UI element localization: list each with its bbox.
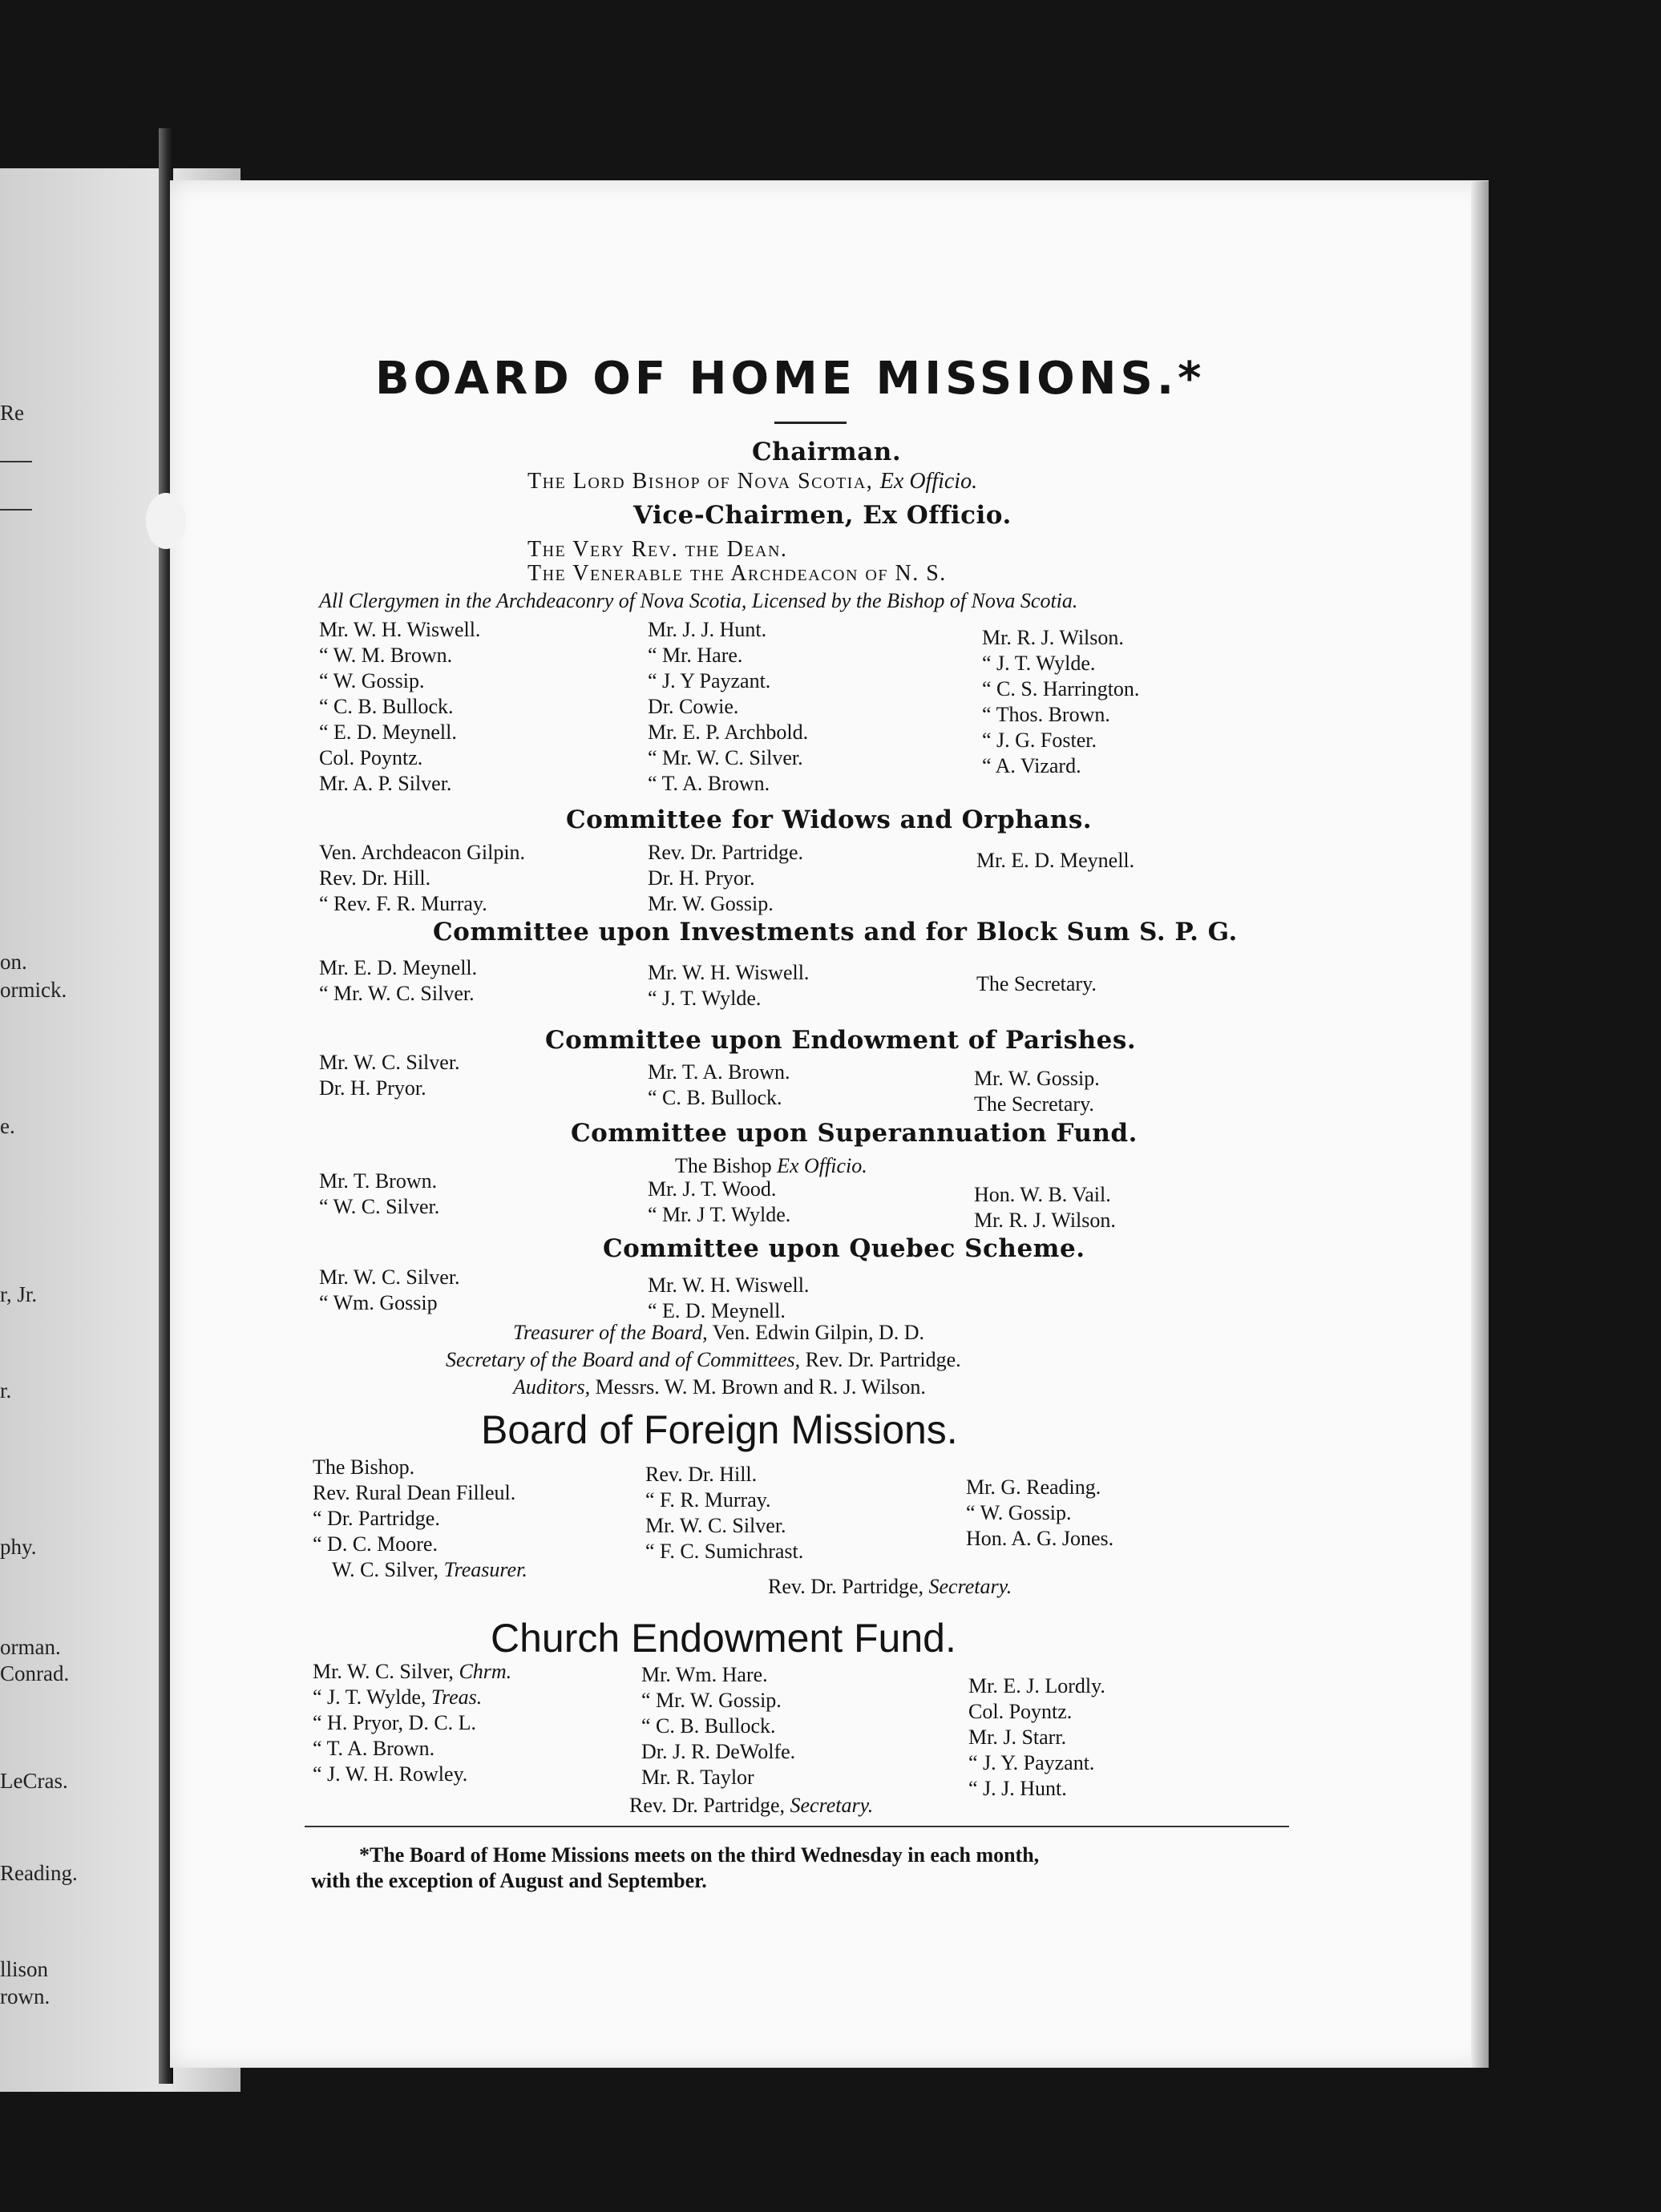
member-role: Secretary. (790, 1794, 874, 1817)
bishop-suffix: Ex Officio. (777, 1154, 867, 1177)
fund-member (313, 1762, 511, 1787)
member-name: The Secretary. (976, 972, 1097, 995)
quebec-col1 (319, 1265, 460, 1316)
widows-col1 (319, 840, 525, 917)
member-name: Rev. Rural Dean Filleul. (313, 1481, 516, 1504)
facing-page-text: r. (0, 1378, 12, 1403)
church-fund-secretary (629, 1794, 873, 1818)
endowment-col1 (319, 1050, 460, 1101)
treasurer-line (513, 1321, 924, 1345)
member-name: Mr. E. D. Meynell. (319, 956, 478, 979)
foreign-col3 (966, 1475, 1113, 1552)
member-name: “ T. A. Brown. (648, 772, 770, 795)
church-fund-col3 (968, 1673, 1105, 1802)
member-name: Hon. A. G. Jones. (966, 1527, 1114, 1550)
member-name: “ E. D. Meynell. (648, 1299, 786, 1322)
member-name: W. C. Silver, (332, 1558, 439, 1581)
member-role: Treas. (430, 1685, 483, 1709)
member-name: Mr. W. C. Silver. (319, 1265, 460, 1289)
superannuation-col2 (648, 1177, 790, 1228)
member-name: Dr. H. Pryor. (319, 1076, 426, 1100)
member-name: Col. Poyntz. (968, 1700, 1073, 1723)
member-name: “ Mr. W. C. Silver. (648, 746, 803, 769)
chairman-name: The Lord Bishop of Nova Scotia, (527, 469, 874, 494)
church-fund-heading: Church Endowment Fund. (491, 1616, 956, 1661)
member-name: Mr. R. J. Wilson. (982, 626, 1124, 649)
member-name: Mr. E. J. Lordly. (968, 1674, 1105, 1697)
member-name: “ H. Pryor, D. C. L. (313, 1711, 477, 1734)
member-name: The Secretary. (974, 1092, 1094, 1116)
investments-col3 (976, 971, 1097, 997)
member-name: Mr. W. Gossip. (648, 892, 774, 915)
member-name: Mr. R. J. Wilson. (974, 1209, 1116, 1232)
member-name: Dr. Cowie. (648, 695, 739, 718)
foreign-heading: Board of Foreign Missions. (481, 1407, 958, 1452)
home-members-col3 (982, 625, 1139, 779)
facing-page-text: rown. (0, 1984, 51, 2008)
page-title: BOARD OF HOME MISSIONS.* (375, 353, 1206, 405)
treasurer-entry (313, 1557, 527, 1583)
clergy-note: All Clergymen in the Archdeaconry of Nova Scotia, Licensed by the Bishop of Nova Scotia. (319, 589, 1078, 612)
member-name: Mr. G. Reading. (966, 1475, 1101, 1499)
foreign-col2 (645, 1462, 803, 1564)
chairman-heading: Chairman. (752, 438, 902, 466)
quebec-col2 (648, 1273, 809, 1324)
member-name: “ W. M. Brown. (319, 644, 453, 667)
member-name: Ven. Archdeacon Gilpin. (319, 841, 526, 864)
member-role: Chrm. (459, 1660, 512, 1683)
member-role: Secretary. (928, 1575, 1012, 1598)
facing-page-text: LeCras. (0, 1769, 68, 1793)
member-name: “ W. Gossip. (966, 1501, 1072, 1524)
endowment-col3 (974, 1066, 1100, 1117)
member-name: Dr. J. R. DeWolfe. (641, 1740, 796, 1763)
member-name: “ J. T. Wylde. (982, 652, 1096, 675)
binding-tab (146, 493, 186, 549)
member-name: Rev. Dr. Partridge, (629, 1794, 785, 1817)
member-name: Rev. Dr. Partridge, (768, 1575, 923, 1598)
member-name: Hon. W. B. Vail. (974, 1183, 1111, 1206)
widows-col3 (976, 848, 1134, 874)
auditors-name: Messrs. W. M. Brown and R. J. Wilson. (595, 1375, 926, 1399)
member-name: Mr. Wm. Hare. (641, 1663, 768, 1686)
facing-page-text: on. (0, 950, 27, 974)
member-name: “ T. A. Brown. (313, 1737, 435, 1760)
member-name: Rev. Dr. Hill. (319, 866, 431, 890)
facing-page-text: orman. (0, 1635, 61, 1659)
superannuation-heading: Committee upon Superannuation Fund. (571, 1119, 1138, 1148)
member-name: “ C. S. Harrington. (982, 677, 1140, 700)
superannuation-col3 (974, 1182, 1116, 1233)
superannuation-col1 (319, 1169, 439, 1220)
treasurer-label: Treasurer of the Board, (513, 1321, 708, 1344)
foreign-secretary (768, 1575, 1012, 1599)
member-name: “ J. T. Wylde, (313, 1685, 426, 1709)
member-name: “ Mr. J T. Wylde. (648, 1203, 791, 1226)
member-name: The Bishop. (313, 1455, 415, 1479)
vice-chairman-1: The Very Rev. the Dean. (527, 537, 788, 562)
widows-col2 (648, 840, 803, 917)
member-name: Mr. J. J. Hunt. (648, 618, 767, 641)
member-name: Rev. Dr. Partridge. (648, 841, 803, 864)
vice-chairman-2: The Venerable the Archdeacon of N. S. (527, 561, 947, 586)
member-name: “ F. R. Murray. (645, 1488, 771, 1512)
member-name: “ C. B. Bullock. (648, 1086, 782, 1109)
bishop-label: The Bishop (675, 1154, 772, 1177)
member-name: “ F. C. Sumichrast. (645, 1540, 804, 1563)
secretary-name: Rev. Dr. Partridge. (805, 1348, 961, 1371)
member-name: Mr. W. C. Silver. (645, 1514, 786, 1537)
member-name: “ J. W. H. Rowley. (313, 1762, 468, 1786)
secretary-label: Secretary of the Board and of Committees, (446, 1348, 801, 1371)
investments-heading: Committee upon Investments and for Block Sum S. P. G. (433, 918, 1238, 947)
member-name: Mr. W. C. Silver, (313, 1660, 454, 1683)
member-name: “ A. Vizard. (982, 754, 1081, 777)
home-members-col1 (319, 617, 480, 797)
page-edge (1471, 181, 1489, 2068)
member-name: “ Dr. Partridge. (313, 1507, 440, 1530)
member-name: Rev. Dr. Hill. (645, 1463, 758, 1486)
member-name: Mr. E. D. Meynell. (976, 849, 1135, 872)
member-name: “ C. B. Bullock. (319, 695, 454, 718)
member-name: Mr. A. P. Silver. (319, 772, 452, 795)
investments-col2 (648, 960, 809, 1011)
facing-page-rule (0, 509, 32, 511)
member-role: Treasurer. (443, 1558, 527, 1581)
facing-page-text: phy. (0, 1535, 37, 1559)
member-name: Mr. W. H. Wiswell. (648, 961, 810, 984)
member-name: Mr. W. Gossip. (974, 1067, 1100, 1090)
facing-page-text: Conrad. (0, 1661, 70, 1685)
member-name: “ J. Y Payzant. (648, 669, 771, 692)
facing-page-text: ormick. (0, 978, 67, 1002)
member-name: “ Mr. W. C. Silver. (319, 982, 475, 1005)
treasurer-name: Ven. Edwin Gilpin, D. D. (712, 1321, 925, 1344)
member-name: Dr. H. Pryor. (648, 866, 755, 890)
title-rule (774, 422, 847, 424)
member-name: “ J. T. Wylde. (648, 987, 762, 1010)
member-name: Mr. T. A. Brown. (648, 1060, 790, 1084)
member-name: Mr. W. H. Wiswell. (648, 1274, 810, 1297)
home-members-col2 (648, 617, 808, 797)
auditors-label: Auditors, (513, 1375, 591, 1399)
chairman-line (527, 469, 977, 494)
quebec-heading: Committee upon Quebec Scheme. (603, 1234, 1085, 1263)
fund-member (313, 1736, 511, 1762)
facing-page-text: e. (0, 1114, 15, 1138)
investments-col1 (319, 955, 477, 1007)
endowment-heading: Committee upon Endowment of Parishes. (545, 1026, 1137, 1055)
auditors-line (513, 1375, 926, 1399)
member-name: “ Thos. Brown. (982, 703, 1110, 726)
fund-member (313, 1659, 511, 1685)
facing-page-text: r, Jr. (0, 1282, 38, 1306)
member-name: “ J. Y. Payzant. (968, 1751, 1095, 1774)
member-name: Mr. W. H. Wiswell. (319, 618, 481, 641)
member-name: “ Mr. W. Gossip. (641, 1689, 782, 1712)
member-name: Mr. R. Taylor (641, 1766, 754, 1789)
footnote-line-1: *The Board of Home Missions meets on the third Wednesday in each month, (359, 1843, 1040, 1867)
vice-chairmen-heading: Vice-Chairmen, Ex Officio. (633, 501, 1012, 530)
secretary-line (446, 1348, 961, 1372)
member-name: “ J. J. Hunt. (968, 1777, 1067, 1800)
member-name: Mr. E. P. Archbold. (648, 721, 809, 744)
member-name: Mr. W. C. Silver. (319, 1051, 460, 1074)
chairman-suffix: Ex Officio. (879, 469, 978, 494)
church-fund-col2 (641, 1662, 795, 1790)
foreign-col1 (313, 1455, 527, 1583)
fund-member (313, 1685, 511, 1710)
member-name: “ C. B. Bullock. (641, 1714, 776, 1738)
footnote-rule (305, 1826, 1289, 1827)
endowment-col2 (648, 1060, 790, 1111)
facing-page-text: Re (0, 401, 24, 425)
member-name: “ J. G. Foster. (982, 729, 1097, 752)
superannuation-bishop (675, 1154, 867, 1178)
member-name: Mr. T. Brown. (319, 1169, 438, 1193)
member-name: “ Wm. Gossip (319, 1291, 438, 1314)
member-name: “ Mr. Hare. (648, 644, 743, 667)
member-name: Mr. J. Starr. (968, 1726, 1067, 1749)
facing-page-text: llison (0, 1957, 49, 1981)
member-name: “ E. D. Meynell. (319, 721, 457, 744)
member-name: “ W. C. Silver. (319, 1195, 440, 1218)
widows-heading: Committee for Widows and Orphans. (566, 805, 1093, 834)
fund-member (313, 1710, 511, 1736)
footnote-line-2: with the exception of August and September. (311, 1869, 707, 1892)
member-name: “ W. Gossip. (319, 669, 425, 692)
church-fund-col1 (313, 1659, 511, 1787)
member-name: “ Rev. F. R. Murray. (319, 892, 487, 915)
member-name: Mr. J. T. Wood. (648, 1177, 777, 1201)
member-name: Col. Poyntz. (319, 746, 423, 769)
facing-page-rule (0, 461, 32, 462)
member-name: “ D. C. Moore. (313, 1532, 438, 1556)
facing-page-text: Reading. (0, 1861, 78, 1885)
